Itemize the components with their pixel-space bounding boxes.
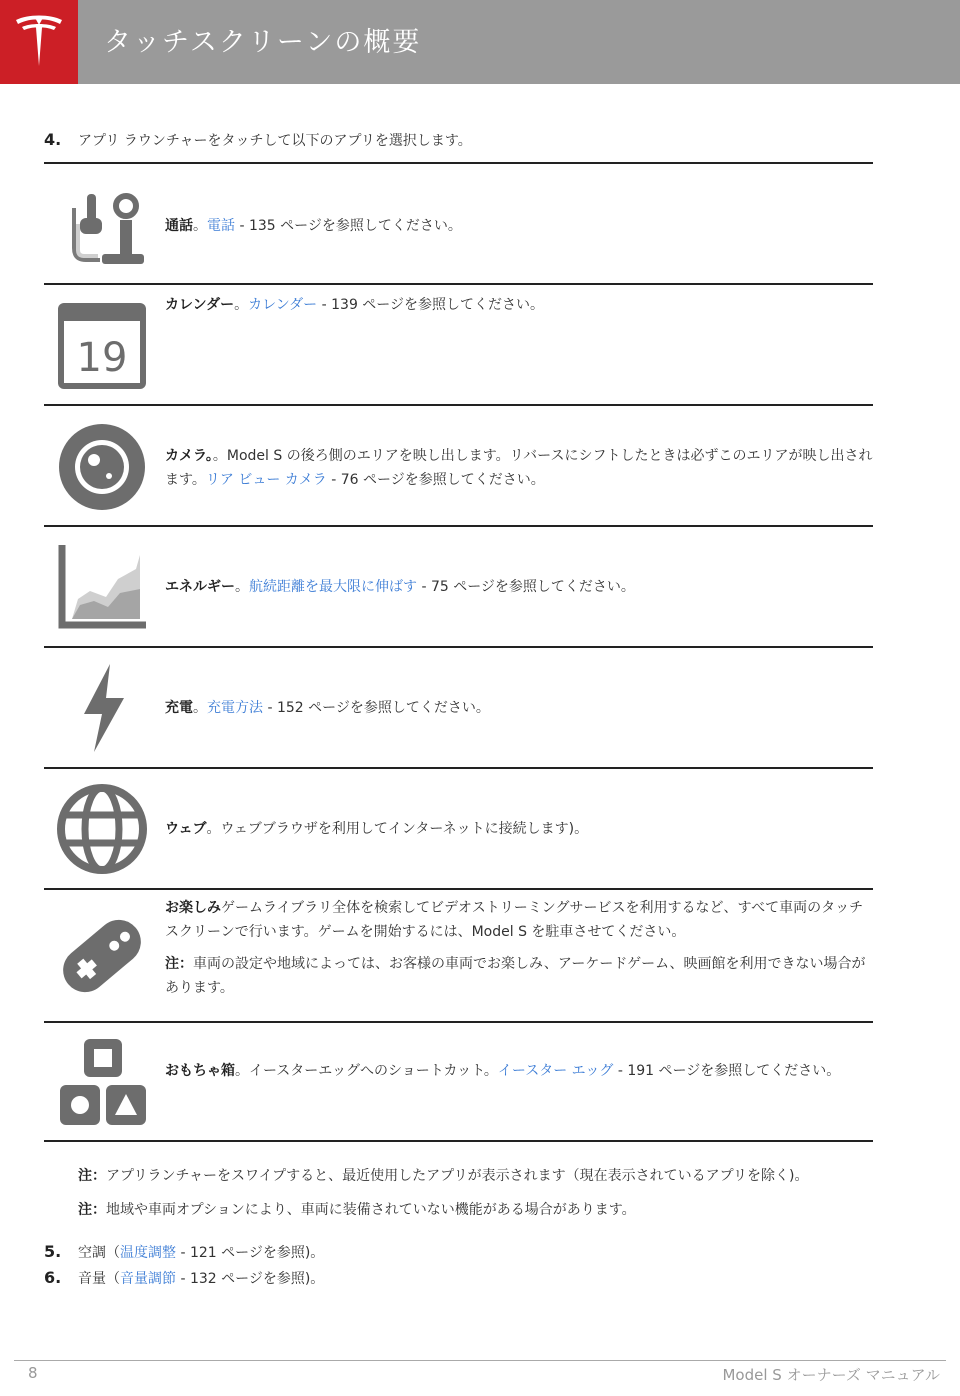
separator: 。 bbox=[235, 1063, 249, 1079]
page-ref: - 76 ページを参照してください。 bbox=[326, 472, 545, 488]
phone-app-icon bbox=[44, 178, 159, 270]
charging-app-title: 充電 bbox=[165, 700, 193, 716]
phone-app-title: 通話 bbox=[165, 218, 193, 234]
page-ref: - 75 ページを参照してください。 bbox=[417, 579, 635, 595]
entertainment-note-text: 車両の設定や地域によっては、お客様の車両でお楽しみ、アーケードゲーム、映画館を利用できない場合があります。 bbox=[165, 956, 866, 996]
step-6 bbox=[44, 1266, 874, 1291]
app-row-charging bbox=[44, 646, 873, 767]
easter-egg-link[interactable]: イースター エッグ bbox=[497, 1063, 614, 1079]
note-label: 注： bbox=[165, 956, 193, 972]
footer-divider bbox=[14, 1360, 946, 1361]
rear-view-camera-link[interactable]: リア ビュー カメラ bbox=[205, 472, 327, 488]
note-text: 地域や車両オプションにより、車両に装備されていない機能がある場合があります。 bbox=[106, 1202, 636, 1218]
toybox-app-text: イースターエッグへのショートカット。 bbox=[249, 1063, 498, 1079]
climate-control-link[interactable]: 温度調整 bbox=[120, 1245, 176, 1261]
app-row-web bbox=[44, 767, 873, 888]
energy-app-title: エネルギー bbox=[165, 579, 235, 595]
web-app-description bbox=[165, 817, 873, 841]
tesla-logo-icon bbox=[14, 14, 64, 70]
step-text: 音量（ bbox=[78, 1271, 120, 1287]
calendar-app-description bbox=[165, 293, 873, 317]
separator: 。 bbox=[193, 700, 207, 716]
charging-instructions-link[interactable]: 充電方法 bbox=[207, 700, 263, 716]
brand-logo bbox=[0, 0, 78, 84]
toybox-app-description bbox=[165, 1059, 873, 1083]
page-ref: - 191 ページを参照してください。 bbox=[613, 1063, 841, 1079]
toybox-app-title: おもちゃ箱 bbox=[165, 1063, 235, 1079]
note-label: 注： bbox=[78, 1168, 106, 1184]
separator: 。 bbox=[212, 448, 227, 464]
step-number: 5. bbox=[44, 1242, 62, 1261]
page-ref: - 152 ページを参照してください。 bbox=[263, 700, 490, 716]
step-number: 6. bbox=[44, 1268, 62, 1287]
app-row-phone bbox=[44, 162, 873, 283]
charging-app-icon bbox=[44, 662, 159, 754]
toybox-app-icon bbox=[44, 1035, 159, 1131]
phone-app-description bbox=[165, 214, 873, 238]
app-row-camera bbox=[44, 404, 873, 525]
app-row-toybox bbox=[44, 1021, 873, 1142]
camera-app-description bbox=[165, 444, 873, 492]
note-launcher-swipe bbox=[78, 1164, 873, 1188]
volume-control-link[interactable]: 音量調節 bbox=[120, 1271, 176, 1287]
page-ref: - 139 ページを参照してください。 bbox=[317, 297, 545, 313]
page-ref: - 135 ページを参照してください。 bbox=[235, 218, 462, 234]
maximize-range-link[interactable]: 航続距離を最大限に伸ばす bbox=[249, 579, 417, 595]
note-label: 注： bbox=[78, 1202, 106, 1218]
page-header bbox=[0, 0, 960, 84]
camera-app-icon bbox=[44, 420, 159, 514]
app-row-entertainment bbox=[44, 888, 873, 1021]
calendar-app-icon bbox=[44, 299, 159, 393]
manual-title: Model S オーナーズ マニュアル bbox=[722, 1366, 940, 1384]
app-list bbox=[44, 162, 873, 1142]
page-ref: - 121 ページを参照)。 bbox=[176, 1245, 325, 1261]
separator: 。 bbox=[206, 821, 221, 837]
calendar-day-number: 19 bbox=[76, 335, 127, 381]
page-ref: - 132 ページを参照)。 bbox=[176, 1271, 325, 1287]
notes-section bbox=[78, 1164, 873, 1222]
gamepad-app-icon bbox=[44, 908, 159, 1004]
step-4 bbox=[44, 130, 874, 150]
step-number: 4. bbox=[44, 130, 62, 149]
separator: 。 bbox=[193, 218, 207, 234]
web-app-title: ウェブ bbox=[165, 821, 207, 837]
phone-link[interactable]: 電話 bbox=[207, 218, 235, 234]
separator: 。 bbox=[234, 297, 249, 313]
camera-app-title: カメラ。 bbox=[165, 448, 213, 464]
step-text: 空調（ bbox=[78, 1245, 120, 1261]
entertainment-app-text: ゲームライブラリ全体を検索してビデオストリーミングサービスを利用するなど、すべて車両のタッチスクリーンで行います。ゲームを開始するには、Model S を駐車させてください。 bbox=[165, 900, 864, 940]
calendar-link[interactable]: カレンダー bbox=[248, 297, 318, 313]
entertainment-app-title: お楽しみ bbox=[165, 900, 221, 916]
entertainment-app-description bbox=[165, 896, 873, 1000]
app-row-calendar bbox=[44, 283, 873, 404]
step-5 bbox=[44, 1240, 874, 1265]
energy-app-icon bbox=[44, 541, 159, 631]
step-text: アプリ ラウンチャーをタッチして以下のアプリを選択します。 bbox=[78, 133, 472, 149]
energy-app-description bbox=[165, 575, 873, 599]
camera-app-text: Model S の後ろ側のエリアを映し出します。リバースにシフトしたときは必ずこのエリアが映し出されます。 bbox=[165, 448, 873, 488]
calendar-app-title: カレンダー bbox=[165, 297, 235, 313]
web-app-text: ウェブブラウザを利用してインターネットに接続します)。 bbox=[220, 821, 589, 837]
separator: 。 bbox=[235, 579, 249, 595]
charging-app-description bbox=[165, 696, 873, 720]
web-browser-app-icon bbox=[44, 781, 159, 877]
page-number: 8 bbox=[28, 1364, 38, 1382]
page-title: タッチスクリーンの概要 bbox=[104, 27, 422, 58]
app-row-energy bbox=[44, 525, 873, 646]
note-region-options bbox=[78, 1198, 873, 1222]
note-text: アプリランチャーをスワイプすると、最近使用したアプリが表示されます（現在表示されているアプリを除く)。 bbox=[106, 1168, 809, 1184]
